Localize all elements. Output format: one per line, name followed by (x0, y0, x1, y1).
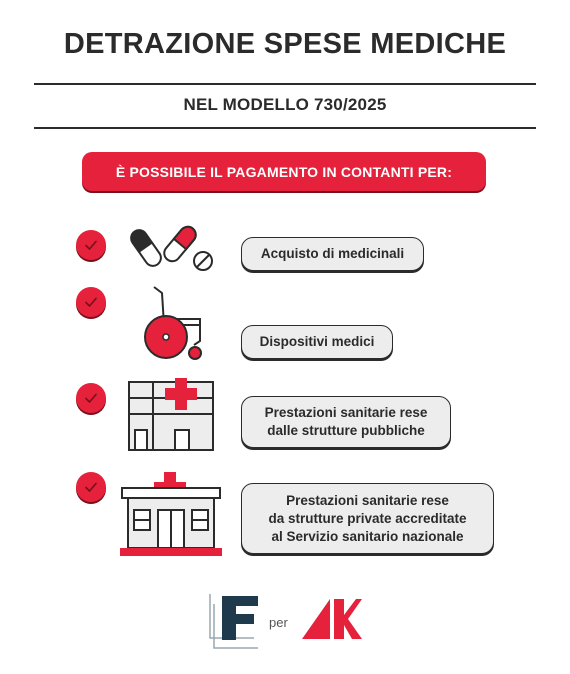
page-title: DETRAZIONE SPESE MEDICHE (63, 28, 507, 60)
banner-text: È POSSIBILE IL PAGAMENTO IN CONTANTI PER: (115, 163, 453, 180)
per-label: per (269, 615, 288, 630)
list-item (241, 325, 393, 359)
cash-payment-banner (82, 152, 486, 191)
check-icon (76, 383, 106, 413)
check-icon (76, 230, 106, 260)
item-label: Acquisto di medicinali (260, 246, 405, 261)
check-icon (76, 472, 106, 502)
wheelchair-icon (140, 283, 210, 368)
page-subtitle: NEL MODELLO 730/2025 (183, 95, 387, 114)
item-label: Prestazioni sanitarie rese da strutture private accreditate al Servizio sanitario nazionale (268, 492, 467, 544)
check-icon (76, 287, 106, 317)
public-hospital-icon (127, 378, 215, 457)
private-clinic-icon (118, 470, 224, 563)
f-logo-icon (206, 590, 264, 655)
list-item (241, 396, 451, 448)
item-label: Prestazioni sanitarie rese dalle strutture pubbliche (264, 405, 428, 438)
list-item (241, 483, 494, 554)
top-divider (34, 83, 536, 85)
ak-logo-icon (302, 597, 362, 646)
bottom-divider (34, 127, 536, 129)
list-item (241, 237, 424, 271)
pills-icon (130, 222, 216, 279)
item-label: Dispositivi medici (259, 334, 375, 349)
